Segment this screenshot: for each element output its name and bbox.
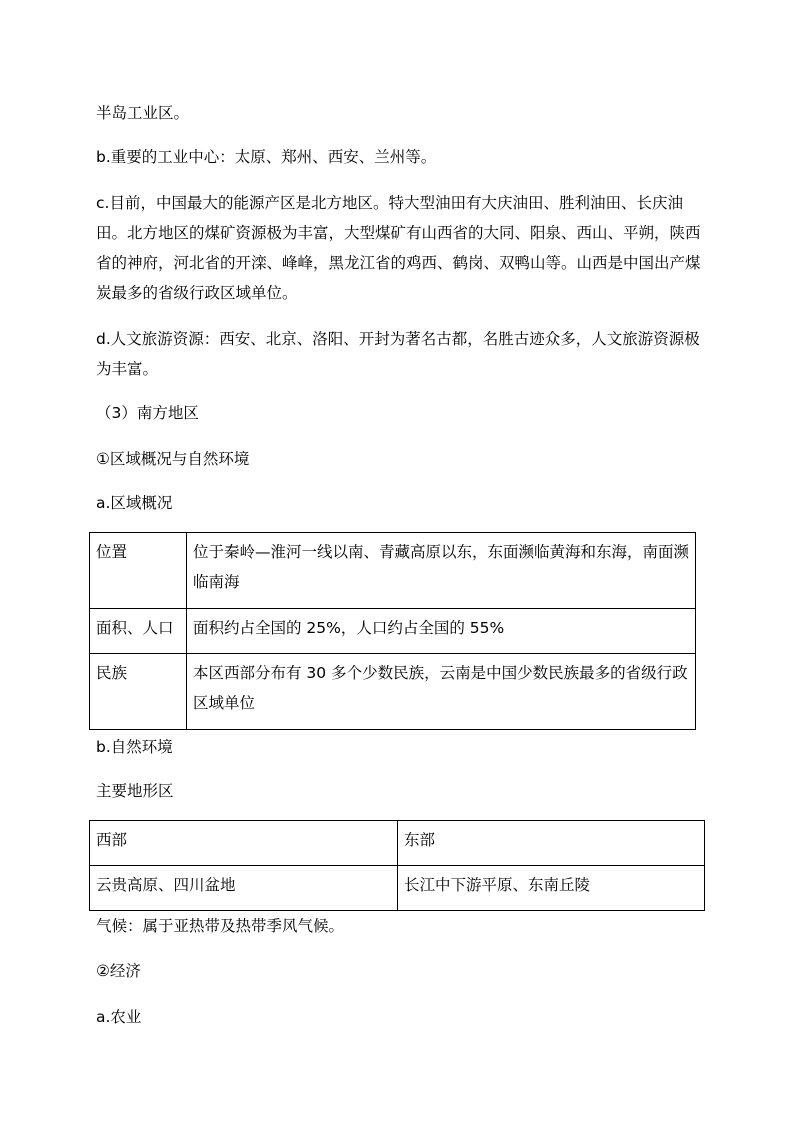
table-cell-west: 云贵高原、四川盆地 <box>90 866 398 911</box>
table-header-west: 西部 <box>90 821 398 866</box>
heading-region-overview: a.区域概况 <box>96 494 173 512</box>
heading-economy: ②经济 <box>96 962 141 980</box>
terrain-table <box>89 820 705 911</box>
table-cell-label: 面积、人口 <box>90 609 187 654</box>
table-row <box>90 654 696 730</box>
table-cell-east: 长江中下游平原、东南丘陵 <box>398 866 705 911</box>
table-row <box>90 821 705 866</box>
heading-terrain: 主要地形区 <box>96 782 174 800</box>
heading-agriculture: a.农业 <box>96 1008 142 1026</box>
heading-natural-environment: b.自然环境 <box>96 738 173 756</box>
table-cell-label: 民族 <box>90 654 187 730</box>
paragraph-climate: 气候：属于亚热带及热带季风气候。 <box>96 917 345 935</box>
table-cell-value: 面积约占全国的 25%，人口约占全国的 55% <box>187 609 696 654</box>
table-row <box>90 866 705 911</box>
paragraph-peninsula: 半岛工业区。 <box>96 104 190 122</box>
table-row <box>90 533 696 609</box>
paragraph-tourism: d.人文旅游资源：西安、北京、洛阳、开封为著名古都，名胜古迹众多，人文旅游资源极为丰富。 <box>96 330 700 378</box>
table-row <box>90 609 696 654</box>
paragraph-energy: c.目前，中国最大的能源产区是北方地区。特大型油田有大庆油田、胜利油田、长庆油田。北方地区的煤矿资源极为丰富，大型煤矿有山西省的大同、阳泉、西山、平朔，陕西省的神府，河北省的开滦、峰峰，黑龙江省的鸡西、鹤岗、双鸭山等。山西是中国出产煤炭最多的省级行政区域单位。 <box>96 194 701 302</box>
table-cell-label: 位置 <box>90 533 187 609</box>
overview-table <box>89 532 696 730</box>
paragraph-industrial-centers: b.重要的工业中心：太原、郑州、西安、兰州等。 <box>96 148 437 166</box>
table-header-east: 东部 <box>398 821 705 866</box>
heading-overview-environment: ①区域概况与自然环境 <box>96 450 250 468</box>
heading-south-region: （3）南方地区 <box>96 404 199 422</box>
table-cell-value: 位于秦岭—淮河一线以南、青藏高原以东，东面濒临黄海和东海，南面濒临南海 <box>187 533 696 609</box>
table-cell-value: 本区西部分布有 30 多个少数民族，云南是中国少数民族最多的省级行政区域单位 <box>187 654 696 730</box>
